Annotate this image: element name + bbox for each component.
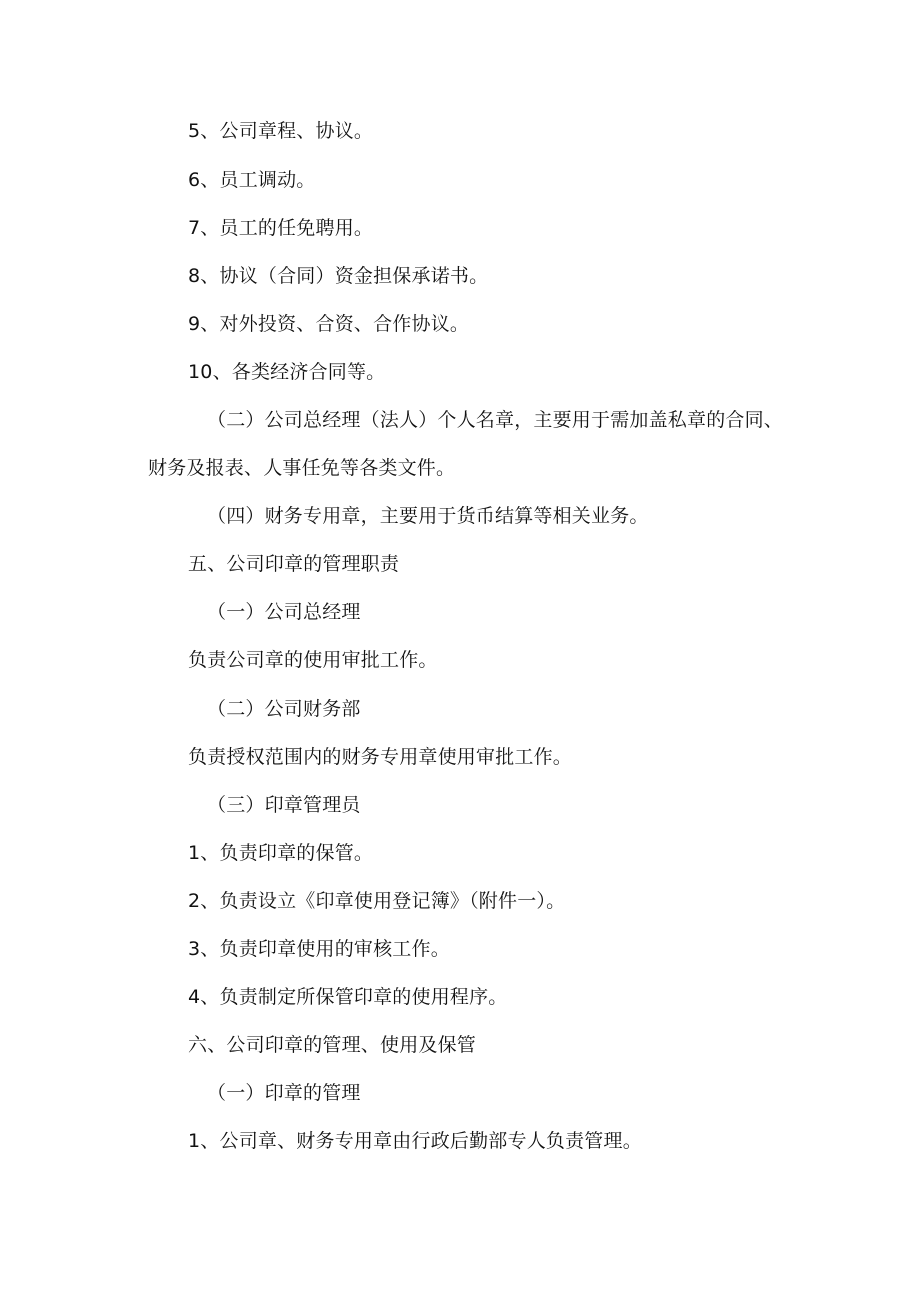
item-9-investment-agreement: 9、对外投资、合资、合作协议。 <box>188 313 470 335</box>
paragraph-gm-seal-line-1: （二）公司总经理（法人）个人名章，主要用于需加盖私章的合同、 <box>207 409 784 431</box>
section-6-heading: 六、公司印章的管理、使用及保管 <box>188 1034 477 1056</box>
management-rule-1: 1、公司章、财务专用章由行政后勤部专人负责管理。 <box>188 1130 642 1152</box>
section-5-heading: 五、公司印章的管理职责 <box>188 553 400 575</box>
subsection-seal-keeper: （三）印章管理员 <box>207 794 361 816</box>
item-5-company-charter: 5、公司章程、协议。 <box>188 120 374 142</box>
subsection-seal-management: （一）印章的管理 <box>207 1082 361 1104</box>
subsection-finance-dept: （二）公司财务部 <box>207 698 361 720</box>
paragraph-gm-seal-line-2: 财务及报表、人事任免等各类文件。 <box>148 457 456 479</box>
keeper-duty-1: 1、负责印章的保管。 <box>188 842 374 864</box>
subsection-general-manager: （一）公司总经理 <box>207 601 361 623</box>
keeper-duty-3: 3、负责印章使用的审核工作。 <box>188 938 450 960</box>
paragraph-finance-seal: （四）财务专用章，主要用于货币结算等相关业务。 <box>207 505 649 527</box>
item-7-staff-appointment: 7、员工的任免聘用。 <box>188 217 374 239</box>
item-10-economic-contracts: 10、各类经济合同等。 <box>188 361 386 383</box>
keeper-duty-4: 4、负责制定所保管印章的使用程序。 <box>188 986 508 1008</box>
keeper-duty-2: 2、负责设立《印章使用登记簿》（附件一）。 <box>188 890 566 912</box>
item-6-staff-transfer: 6、员工调动。 <box>188 169 316 191</box>
gm-responsibility: 负责公司章的使用审批工作。 <box>188 649 438 671</box>
finance-responsibility: 负责授权范围内的财务专用章使用审批工作。 <box>188 746 573 768</box>
item-8-guarantee-letter: 8、协议（合同）资金担保承诺书。 <box>188 265 489 287</box>
